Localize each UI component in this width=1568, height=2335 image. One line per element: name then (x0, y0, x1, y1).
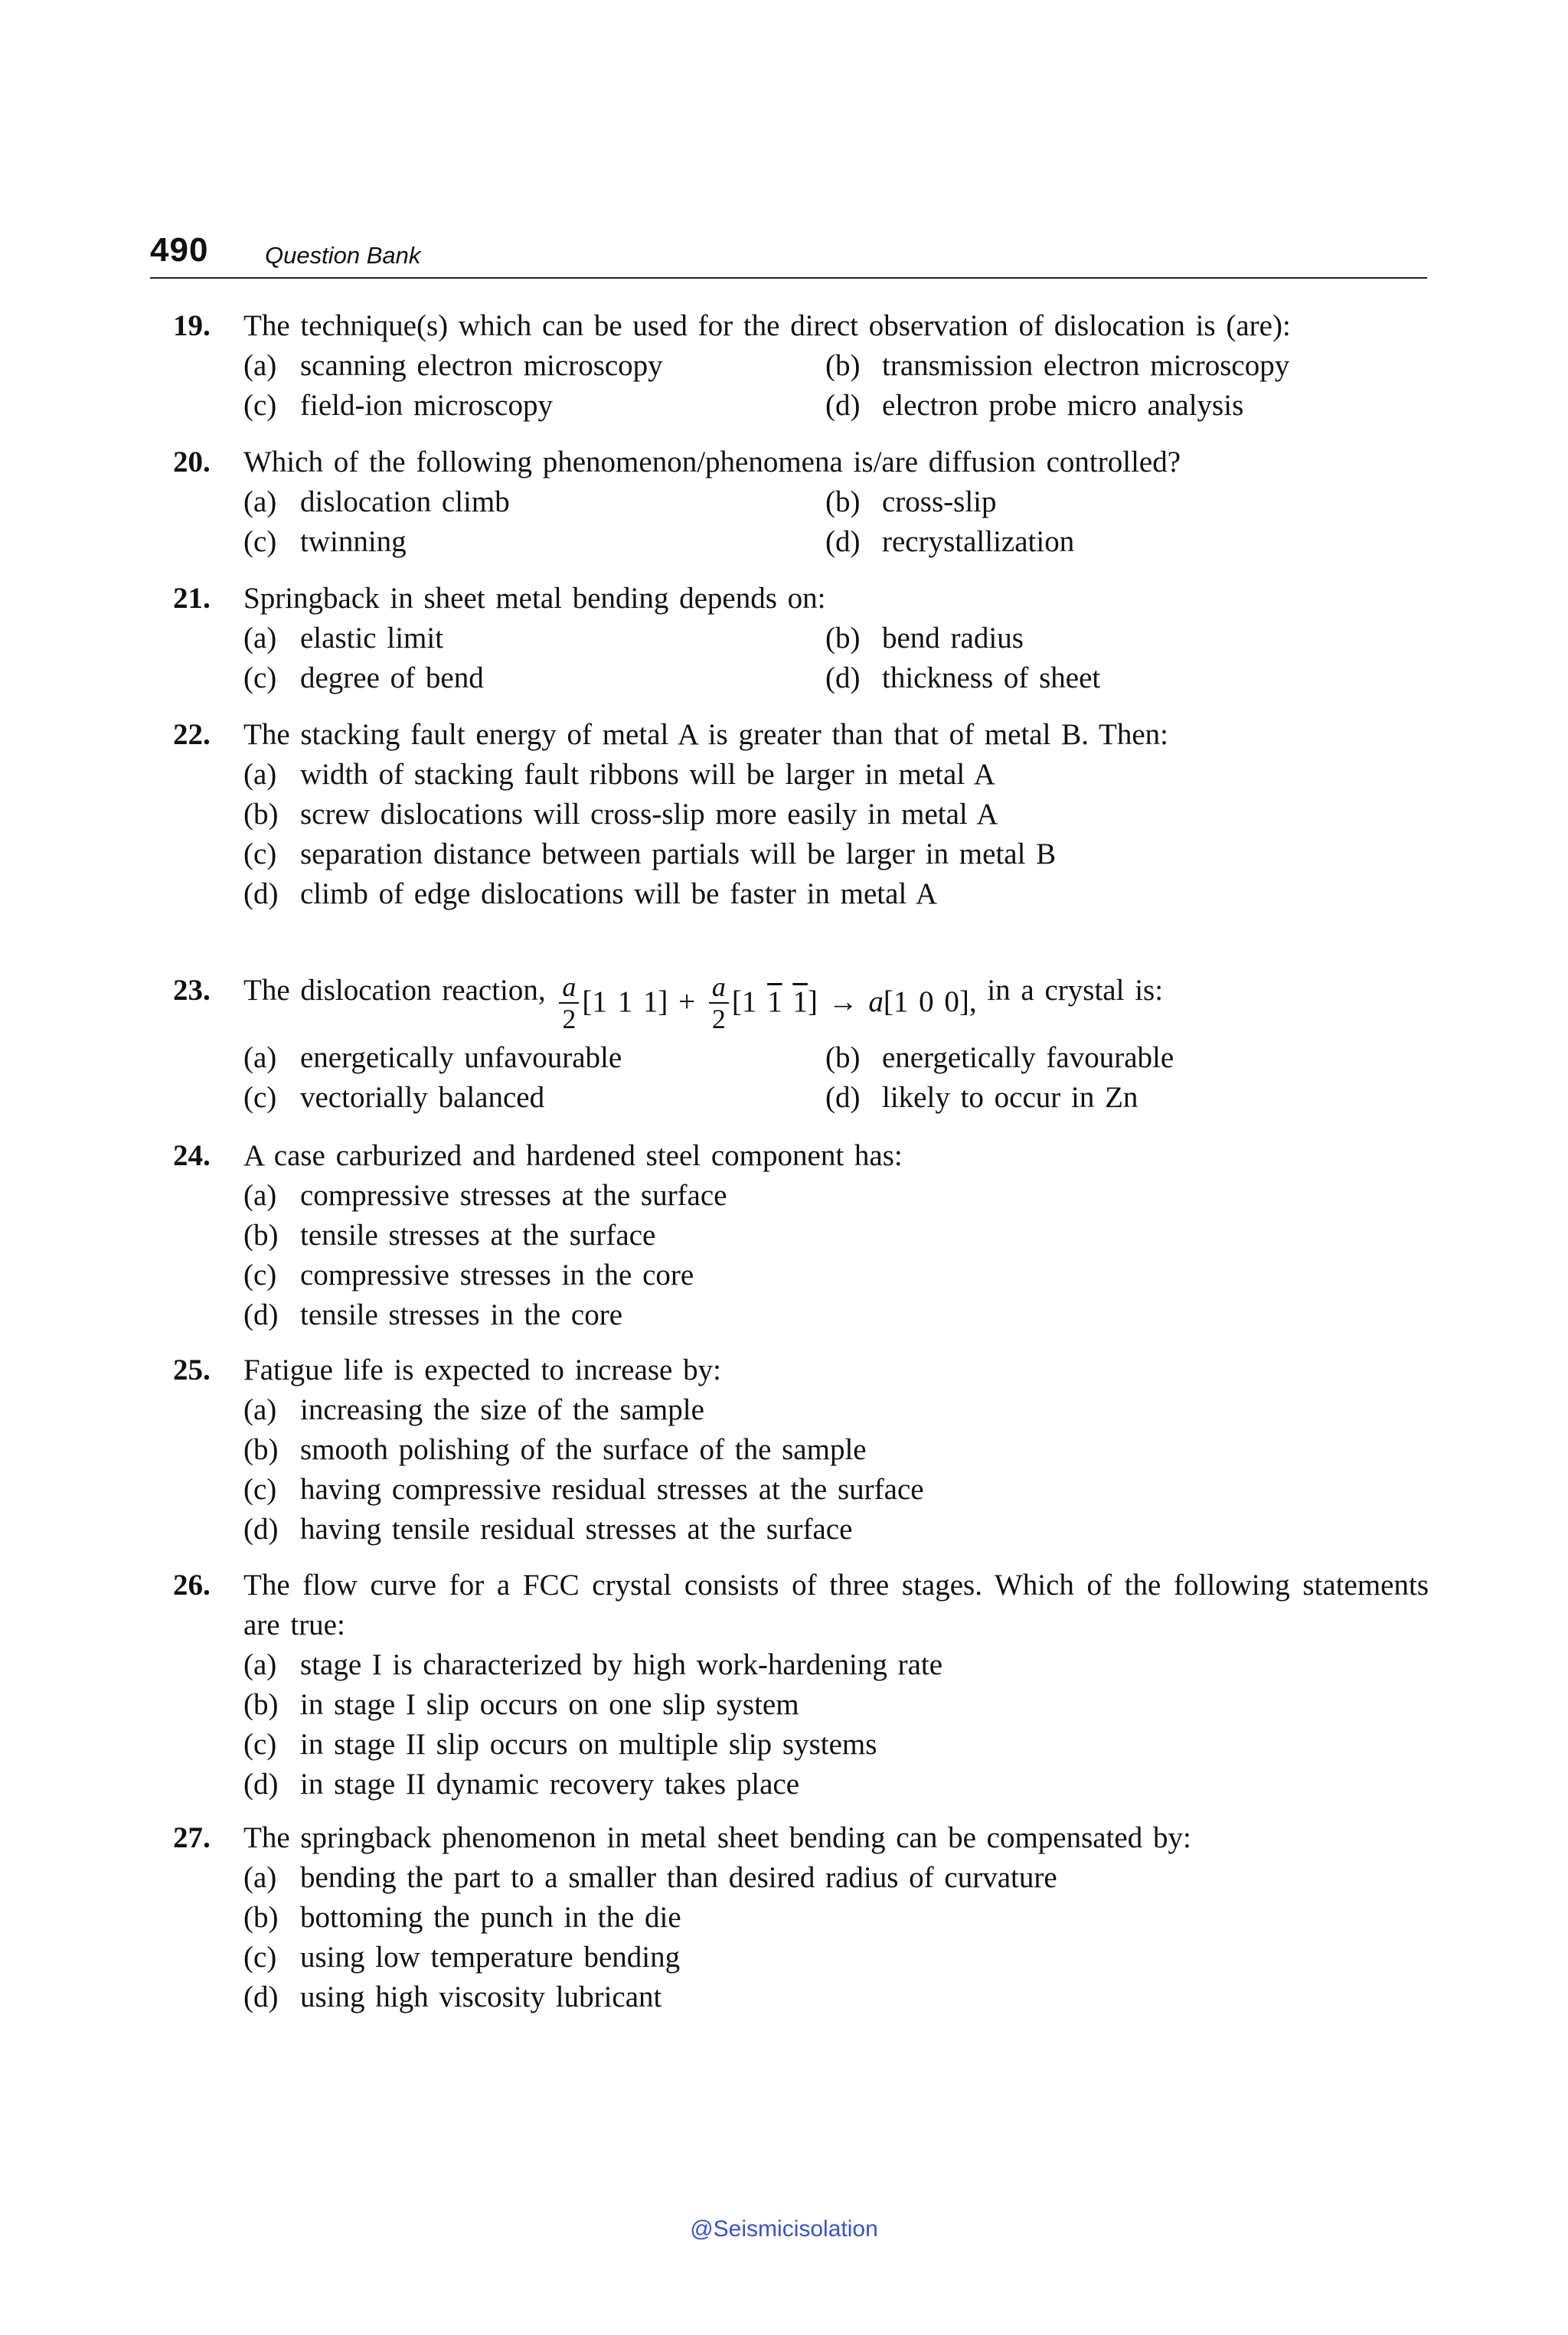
question-22 (173, 715, 1429, 914)
option-text: twinning (300, 525, 407, 558)
option-text: energetically favourable (882, 1041, 1174, 1074)
option-text: compressive stresses at the surface (300, 1179, 727, 1212)
option-text: bend radius (882, 622, 1024, 655)
option-a (243, 482, 510, 522)
option-b (243, 1685, 799, 1725)
question-text: The flow curve for a FCC crystal consists of three stages. Which of the following statements are true: (243, 1569, 1429, 1641)
option-label: (c) (243, 1473, 277, 1506)
page-number: 490 (150, 231, 209, 269)
option-text: likely to occur in Zn (882, 1081, 1138, 1114)
option-text: cross-slip (882, 485, 997, 518)
question-number: 19. (173, 309, 211, 342)
option-a (243, 346, 663, 386)
option-label: (d) (825, 389, 861, 422)
option-label: (a) (243, 349, 277, 382)
options (243, 1176, 1429, 1335)
option-d (825, 658, 1100, 698)
option-text: using high viscosity lubricant (300, 1981, 662, 2013)
option-text: smooth polishing of the surface of the sample (300, 1433, 867, 1466)
option-label: (c) (243, 838, 277, 870)
option-label: (a) (243, 622, 277, 655)
option-d (243, 1295, 622, 1335)
option-text: in stage II dynamic recovery takes place (300, 1768, 800, 1801)
option-text: scanning electron microscopy (300, 349, 663, 382)
option-text: recrystallization (882, 525, 1075, 558)
option-b (825, 1038, 1174, 1078)
options (243, 755, 1429, 914)
question-23 (173, 963, 1429, 1118)
option-text: bottoming the punch in the die (300, 1901, 681, 1934)
option-label: (d) (825, 525, 861, 558)
question-text-before: The dislocation reaction, (243, 974, 546, 1007)
option-label: (d) (243, 1513, 279, 1546)
option-label: (d) (243, 1768, 279, 1801)
option-text: having tensile residual stresses at the surface (300, 1513, 853, 1546)
option-b (243, 1898, 681, 1938)
option-text: tensile stresses at the surface (300, 1219, 656, 1252)
question-text: Fatigue life is expected to increase by: (243, 1354, 721, 1386)
option-a (243, 1038, 622, 1078)
option-label: (a) (243, 485, 277, 518)
section-title: Question Bank (265, 242, 421, 269)
option-label: (b) (243, 1901, 279, 1934)
options (243, 482, 1429, 562)
option-label: (a) (243, 1861, 277, 1894)
options (243, 619, 1429, 698)
option-text: compressive stresses in the core (300, 1259, 694, 1292)
option-label: (c) (243, 1941, 277, 1974)
options (243, 1390, 1429, 1550)
question-text: Springback in sheet metal bending depends on: (243, 582, 826, 615)
option-text: in stage II slip occurs on multiple slip systems (300, 1728, 877, 1761)
option-label: (b) (243, 1688, 279, 1721)
option-b (243, 795, 998, 834)
question-text: Which of the following phenomenon/phenomena is/are diffusion controlled? (243, 446, 1181, 478)
option-text: increasing the size of the sample (300, 1393, 704, 1426)
question-number: 21. (173, 582, 211, 615)
option-label: (d) (825, 1081, 861, 1114)
options (243, 1038, 1429, 1118)
option-label: (b) (243, 1433, 279, 1466)
option-label: (a) (243, 1648, 277, 1681)
option-text: separation distance between partials will be larger in metal B (300, 838, 1057, 870)
option-d (243, 1510, 852, 1550)
option-d (825, 386, 1243, 426)
option-c (243, 522, 407, 562)
option-text: bending the part to a smaller than desired radius of curvature (300, 1861, 1057, 1894)
question-number: 26. (173, 1569, 211, 1602)
option-text: using low temperature bending (300, 1941, 681, 1974)
question-27 (173, 1818, 1429, 2017)
option-text: transmission electron microscopy (882, 349, 1290, 382)
option-text: degree of bend (300, 661, 484, 694)
fraction-a-over-2: $\frac{a}{2}$ (559, 972, 579, 1034)
watermark: @Seismicisolation (690, 2216, 878, 2242)
question-26 (173, 1566, 1429, 1804)
option-label: (b) (825, 485, 861, 518)
option-text: width of stacking fault ribbons will be larger in metal A (300, 758, 995, 791)
option-a (243, 1645, 942, 1685)
question-text: A case carburized and hardened steel component has: (243, 1139, 903, 1172)
option-c (243, 386, 553, 426)
option-label: (c) (243, 1259, 277, 1292)
option-text: elastic limit (300, 622, 444, 655)
question-text-after: in a crystal is: (987, 974, 1164, 1007)
option-label: (d) (243, 1981, 279, 2013)
question-number: 20. (173, 446, 211, 478)
option-label: (b) (825, 622, 861, 655)
option-text: vectorially balanced (300, 1081, 545, 1114)
option-text: field-ion microscopy (300, 389, 553, 422)
option-d (243, 1765, 799, 1804)
option-a (243, 1858, 1057, 1898)
option-d (825, 522, 1074, 562)
page-header (150, 230, 1427, 279)
option-text: climb of edge dislocations will be faster in metal A (300, 877, 938, 910)
option-label: (c) (243, 1081, 277, 1114)
option-label: (d) (243, 1298, 279, 1331)
option-label: (b) (243, 1219, 279, 1252)
fraction-a-over-2: $\frac{a}{2}$ (709, 972, 729, 1034)
option-label: (c) (243, 1728, 277, 1761)
dislocation-reaction-formula: $\frac{a}{2}$ [1 1 1] + $\frac{a}{2}$ [1 1 1] → a[1 0 0], (556, 973, 976, 1013)
option-d (243, 874, 937, 914)
option-text: electron probe micro analysis (882, 389, 1244, 422)
option-c (243, 1725, 877, 1765)
option-d (243, 1977, 662, 2017)
question-number: 25. (173, 1354, 211, 1386)
option-label: (c) (243, 525, 277, 558)
option-label: (b) (825, 349, 861, 382)
option-text: stage I is characterized by high work-hardening rate (300, 1648, 943, 1681)
question-25 (173, 1350, 1429, 1550)
option-text: thickness of sheet (882, 661, 1101, 694)
option-label: (b) (825, 1041, 861, 1074)
question-24 (173, 1136, 1429, 1335)
question-number: 22. (173, 718, 211, 751)
option-a (243, 619, 443, 658)
option-label: (c) (243, 389, 277, 422)
question-20 (173, 443, 1429, 562)
option-b (825, 346, 1289, 386)
option-b (243, 1430, 867, 1470)
options (243, 1645, 1429, 1804)
option-d (825, 1078, 1138, 1118)
option-c (243, 1256, 694, 1295)
question-text (243, 963, 1429, 1035)
option-label: (a) (243, 1041, 277, 1074)
option-label: (a) (243, 758, 277, 791)
question-19 (173, 306, 1429, 426)
question-21 (173, 579, 1429, 698)
option-b (825, 482, 997, 522)
option-a (243, 1176, 727, 1216)
option-label: (c) (243, 661, 277, 694)
question-text: The technique(s) which can be used for the direct observation of dislocation is (are): (243, 309, 1291, 342)
option-b (825, 619, 1024, 658)
question-number: 27. (173, 1821, 211, 1854)
option-label: (a) (243, 1179, 277, 1212)
option-text: tensile stresses in the core (300, 1298, 623, 1331)
option-b (243, 1216, 655, 1256)
question-text: The stacking fault energy of metal A is greater than that of metal B. Then: (243, 718, 1168, 751)
option-label: (d) (825, 661, 861, 694)
option-c (243, 834, 1056, 874)
option-c (243, 1470, 924, 1510)
option-text: energetically unfavourable (300, 1041, 622, 1074)
option-label: (d) (243, 877, 279, 910)
option-text: in stage I slip occurs on one slip system (300, 1688, 799, 1721)
option-text: dislocation climb (300, 485, 510, 518)
options (243, 1858, 1429, 2017)
question-number: 24. (173, 1139, 211, 1172)
option-text: screw dislocations will cross-slip more easily in metal A (300, 798, 998, 831)
option-c (243, 658, 484, 698)
option-a (243, 755, 995, 795)
question-number: 23. (173, 974, 211, 1007)
option-c (243, 1938, 680, 1977)
option-c (243, 1078, 544, 1118)
option-a (243, 1390, 704, 1430)
option-label: (b) (243, 798, 279, 831)
options (243, 346, 1429, 426)
question-text: The springback phenomenon in metal sheet bending can be compensated by: (243, 1821, 1191, 1854)
option-text: having compressive residual stresses at the surface (300, 1473, 924, 1506)
option-label: (a) (243, 1393, 277, 1426)
